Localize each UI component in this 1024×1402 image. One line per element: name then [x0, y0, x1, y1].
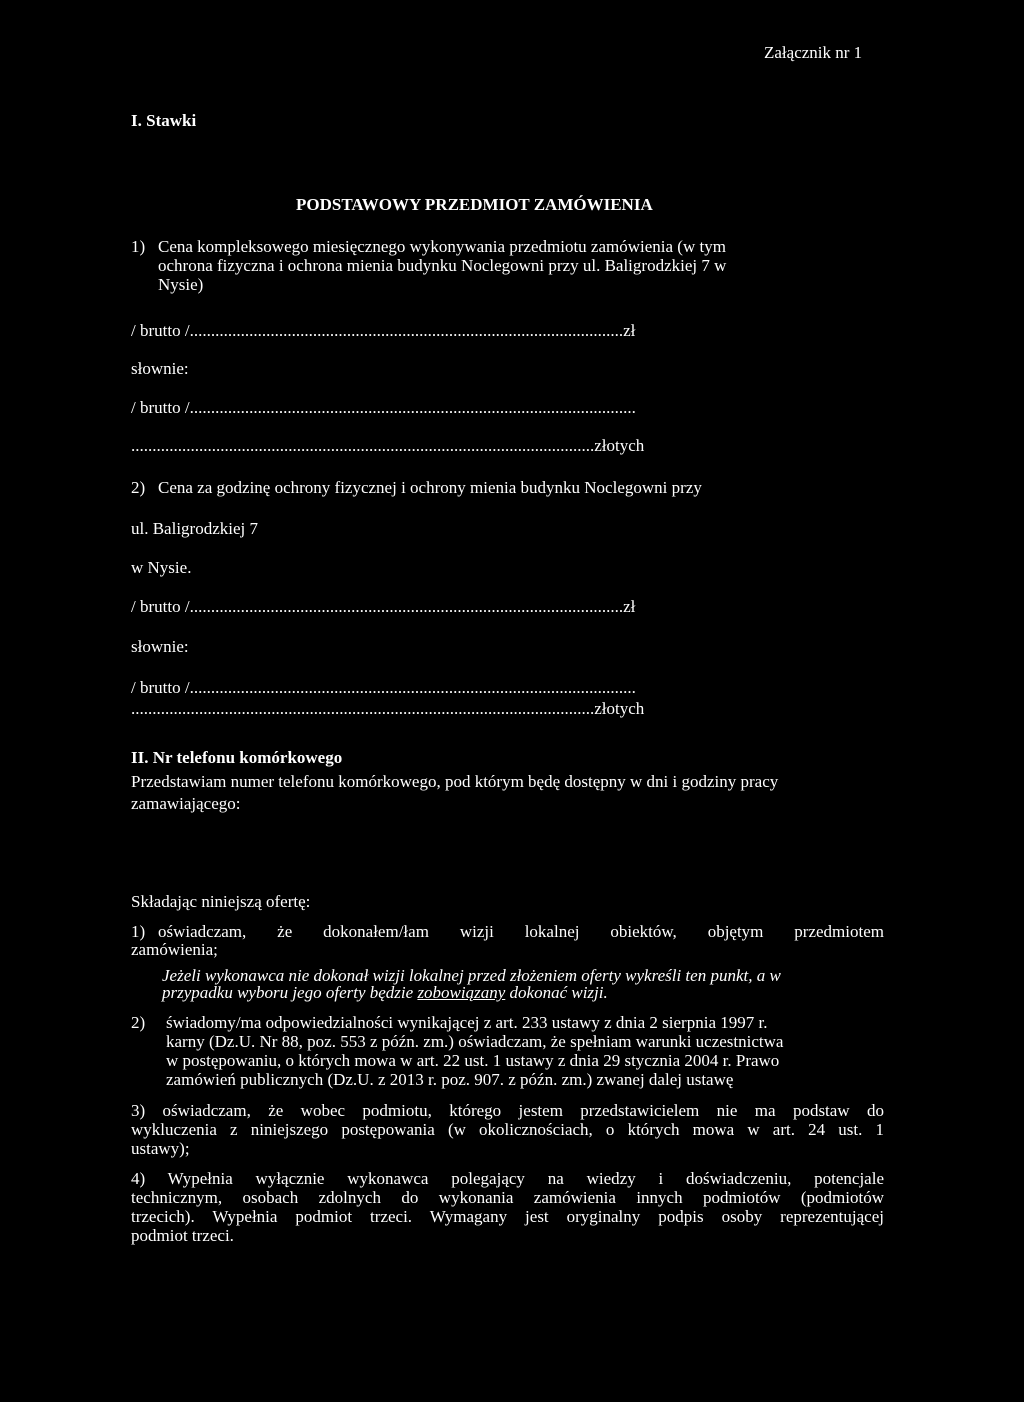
- note-line-2-after: dokonać wizji.: [505, 983, 608, 1002]
- declaration-2-text-1: świadomy/ma odpowiedzialności wynikającej z art. 233 ustawy z dnia 2 sierpnia 1997 r.: [166, 1013, 768, 1032]
- item-1-gross-field: [131, 321, 635, 341]
- declaration-3-line-3: ustawy);: [131, 1139, 190, 1158]
- section-1-heading: I. Stawki: [131, 111, 197, 130]
- section-1-subheading: PODSTAWOWY PRZEDMIOT ZAMÓWIENIA: [296, 195, 653, 214]
- item-1-line-3: Nysie): [158, 275, 204, 294]
- item-1-line-2: ochrona fizyczna i ochrona mienia budynku Noclegowni przy ul. Baligrodzkiej 7 w: [158, 256, 727, 275]
- item-2-text-1: Cena za godzinę ochrony fizycznej i ochrony mienia budynku Noclegowni przy: [158, 478, 702, 497]
- item-2-number: 2): [131, 478, 146, 497]
- declaration-4-line-2: technicznym, osobach zdolnych do wykonania zamówienia innych podmiotów (podmiotów: [131, 1188, 884, 1207]
- section-2-heading: II. Nr telefonu komórkowego: [131, 748, 343, 767]
- item-1-line-1: [131, 237, 726, 257]
- note-line-1: Jeżeli wykonawca nie dokonał wizji lokalnej przed złożeniem oferty wykreśli ten punkt, a w: [162, 966, 781, 985]
- item-1-words-field: [131, 436, 644, 456]
- item-1-gross-label: / brutto /: [131, 321, 190, 340]
- declaration-2-line-4: zamówień publicznych (Dz.U. z 2013 r. poz. 907. z późn. zm.) zwanej dalej ustawę: [166, 1070, 734, 1089]
- declaration-3-line-1: 3) oświadczam, że wobec podmiotu, którego jestem przedstawicielem nie ma podstaw do: [131, 1101, 884, 1120]
- item-1-number: 1): [131, 237, 146, 256]
- declaration-2-line-2: karny (Dz.U. Nr 88, poz. 553 z późn. zm.) oświadczam, że spełniam warunki uczestnictwa: [166, 1032, 784, 1051]
- item-1-words-dots[interactable]: .............................................................................................................: [131, 436, 595, 455]
- item-1-gross-dots[interactable]: ......................................................................................................: [189, 321, 624, 340]
- item-1-text-1: Cena kompleksowego miesięcznego wykonywania przedmiotu zamówienia (w tym: [158, 237, 726, 256]
- item-1-gross-label-2: / brutto /: [131, 398, 190, 417]
- declaration-2-line-1: [131, 1013, 767, 1033]
- declarations-intro: Składając niniejszą ofertę:: [131, 892, 311, 911]
- item-2-words-field: [131, 699, 644, 719]
- item-2-line-1: [131, 478, 702, 498]
- declaration-1-line-2: zamówienia;: [131, 940, 218, 959]
- note-line-2-before: przypadku wyboru jego oferty będzie: [162, 983, 418, 1002]
- note-line-2: [162, 983, 608, 1003]
- item-2-gross-unit: zł: [623, 597, 636, 616]
- declaration-4-line-1: 4) Wypełnia wyłącznie wykonawca polegający na wiedzy i doświadczeniu, potencjale: [131, 1169, 884, 1188]
- declaration-3-line-2: wykluczenia z niniejszego postępowania (w okolicznościach, o których mowa w art. 24 ust. 1: [131, 1120, 884, 1139]
- declaration-2-line-3: w postępowaniu, o których mowa w art. 22 ust. 1 ustawy z dnia 29 stycznia 2004 r. Prawo: [166, 1051, 780, 1070]
- item-1-gross-dots-2[interactable]: .........................................................................................................: [189, 398, 636, 417]
- declaration-1-number: 1): [131, 922, 146, 941]
- declaration-4-line-4: podmiot trzeci.: [131, 1226, 234, 1245]
- item-2-line-2: ul. Baligrodzkiej 7: [131, 519, 259, 538]
- item-2-gross-dots[interactable]: ......................................................................................................: [189, 597, 624, 616]
- item-2-gross-field-2: [131, 678, 636, 698]
- section-2-line-2: zamawiającego:: [131, 794, 241, 813]
- item-2-words-label: słownie:: [131, 637, 189, 656]
- item-2-gross-field: [131, 597, 635, 617]
- item-2-line-3: w Nysie.: [131, 558, 192, 577]
- item-2-gross-label-2: / brutto /: [131, 678, 190, 697]
- note-line-2-underlined: zobowiązany: [417, 983, 506, 1002]
- section-2-line-1: Przedstawiam numer telefonu komórkowego, pod którym będę dostępny w dni i godziny pracy: [131, 772, 779, 791]
- item-2-words-unit: złotych: [594, 699, 645, 718]
- item-2-gross-dots-2[interactable]: .........................................................................................................: [189, 678, 636, 697]
- annex-label: Załącznik nr 1: [764, 43, 863, 62]
- declaration-1-text-1: oświadczam, że dokonałem/łam wizji lokalnej obiektów, objętym przedmiotem: [158, 922, 884, 941]
- declaration-2-number: 2): [131, 1013, 146, 1032]
- item-1-gross-unit: zł: [623, 321, 636, 340]
- item-1-words-label: słownie:: [131, 359, 189, 378]
- item-1-words-unit: złotych: [594, 436, 645, 455]
- declaration-1-line-1: [131, 922, 884, 942]
- item-2-gross-label: / brutto /: [131, 597, 190, 616]
- declaration-4-line-3: trzecich). Wypełnia podmiot trzeci. Wymagany jest oryginalny podpis osoby reprezentującej: [131, 1207, 884, 1226]
- item-1-gross-field-2: [131, 398, 636, 418]
- item-2-words-dots[interactable]: .............................................................................................................: [131, 699, 595, 718]
